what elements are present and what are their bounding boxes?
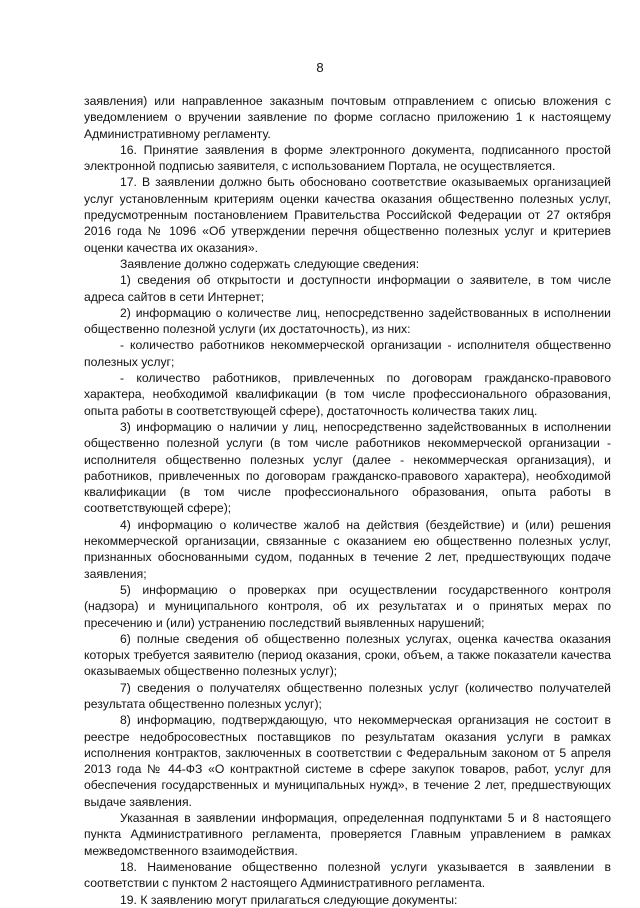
paragraph-18: 18. Наименование общественно полезной услуги указывается в заявлении в соответствии с пунктом 2 настоящего Административного регламента. bbox=[84, 859, 611, 891]
list-item-1: 1) сведения об открытости и доступности информации о заявителе, в том числе адреса сайтов в сети Интернет; bbox=[84, 273, 611, 304]
list-item-8: 8) информацию, подтверждающую, что некоммерческая организация не состоит в реестре недобросовестных поставщиков по результатам оказания услуги в рамках исполнения контрактов, заключенных в соответствии с Федеральным законом от 5 апреля 2013 года № 44-ФЗ «О контрактной системе в сфере закупок товаров, работ, услуг для обеспечения государственных и муниципальных нужд», в течение 2 лет, предшествующих выдаче заявления. bbox=[84, 713, 611, 809]
document-body bbox=[84, 93, 611, 908]
paragraph-continuation: заявления) или направленное заказным почтовым отправлением с описью вложения с уведомлением о вручении заявление по форме согласно приложению 1 к настоящему Административному регламенту. bbox=[84, 94, 611, 141]
list-item-6: 6) полные сведения об общественно полезных услугах, оценка качества оказания которых требуется заявителю (период оказания, сроки, объем, а также показатели качества оказываемых общественно полезных услуг); bbox=[84, 631, 611, 679]
page-number: 8 bbox=[316, 60, 324, 75]
paragraph-requirements-intro: Заявление должно содержать следующие сведения: bbox=[120, 256, 420, 271]
list-item-3: 3) информацию о наличии у лиц, непосредственно задействованных в исполнении общественно полезной услуги (в том числе работников некоммерческой организации - исполнителя общественно полезных услуг (далее - некоммерческая организация), и работников, привлеченных по договорам гражданско-правового характера), необходимой квалификации (в том числе профессионального образования, опыта работы в соответствующей сфере); bbox=[84, 419, 611, 516]
list-item-2: 2) информацию о количестве лиц, непосредственно задействованных в исполнении общественно полезной услуги (их достаточность), из них: bbox=[84, 305, 611, 337]
paragraph-17: 17. В заявлении должно быть обосновано соответствие оказываемых организацией услуг установленным критериям оценки качества оказания общественно полезных услуг, предусмотренным постановлением Правительства Российской Федерации от 27 октября 2016 года № 1096 «Об утверждении перечня общественно полезных услуг и критериев оценки качества их оказания». bbox=[84, 175, 611, 255]
list-subitem-contractors: - количество работников, привлеченных по договорам гражданско-правового характера, необходимой квалификации (в том числе профессионального образования, опыта работы в соответствующей сфере), достаточность количества таких лиц. bbox=[84, 371, 611, 418]
paragraph-verification-note: Указанная в заявлении информация, определенная подпунктами 5 и 8 настоящего пункта Административного регламента, проверяется Главным управлением в рамках межведомственного взаимодействия. bbox=[84, 811, 611, 858]
list-item-4: 4) информацию о количестве жалоб на действия (бездействие) и (или) решения некоммерческой организации, связанные с оказанием ею общественно полезных услуг, признанных обоснованными судом, поданных в течение 2 лет, предшествующих подаче заявления; bbox=[84, 517, 611, 581]
paragraph-16: 16. Принятие заявления в форме электронного документа, подписанного простой электронной подписью заявителя, с использованием Портала, не осуществляется. bbox=[84, 142, 611, 174]
paragraph-19: 19. К заявлению могут прилагаться следующие документы: bbox=[120, 892, 458, 907]
list-item-5: 5) информацию о проверках при осуществлении государственного контроля (надзора) и муниципального контроля, об их результатах и о принятых мерах по пресечению и (или) устранению последствий выявленных нарушений; bbox=[84, 582, 611, 630]
list-item-7: 7) сведения о получателях общественно полезных услуг (количество получателей результата общественно полезных услуг); bbox=[84, 680, 611, 711]
list-subitem-employees: - количество работников некоммерческой организации - исполнителя общественно полезных услуг; bbox=[84, 338, 611, 369]
